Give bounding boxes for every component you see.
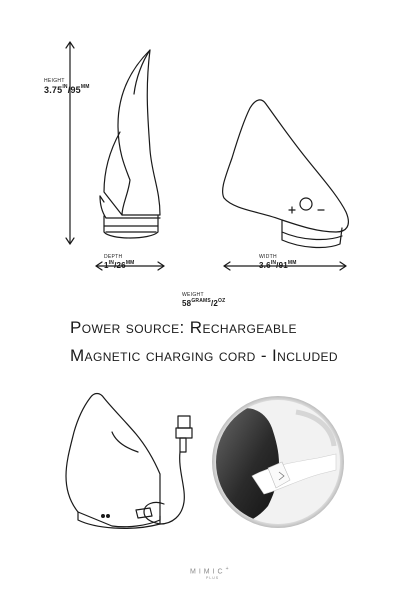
weight-label: WEIGHT bbox=[182, 292, 204, 298]
weight-value: $58^{GRAMS}/2^{OZ}$ bbox=[182, 298, 226, 308]
front-view-drawing bbox=[223, 100, 349, 248]
side-view-drawing bbox=[100, 50, 160, 238]
charging-cord-text: Magnetic charging cord - Included bbox=[70, 346, 338, 365]
width-value: $3.6^{IN}/91^{MM}$ bbox=[259, 260, 297, 270]
depth-label: DEPTH bbox=[104, 254, 123, 260]
brand-sub: PLUS bbox=[206, 576, 220, 580]
height-value: $3.75^{IN}/95^{MM}$ bbox=[44, 84, 90, 95]
charging-detail-photo bbox=[210, 396, 350, 528]
power-source-text: Power source: Rechargeable bbox=[70, 318, 297, 337]
height-label: HEIGHT bbox=[44, 78, 65, 84]
depth-value: $1^{IN}/26^{MM}$ bbox=[104, 260, 135, 270]
height-arrow bbox=[66, 42, 74, 244]
toy-with-cable-drawing bbox=[66, 394, 192, 529]
brand-logo: MIMIC+ bbox=[190, 566, 232, 576]
width-label: WIDTH bbox=[259, 254, 277, 260]
